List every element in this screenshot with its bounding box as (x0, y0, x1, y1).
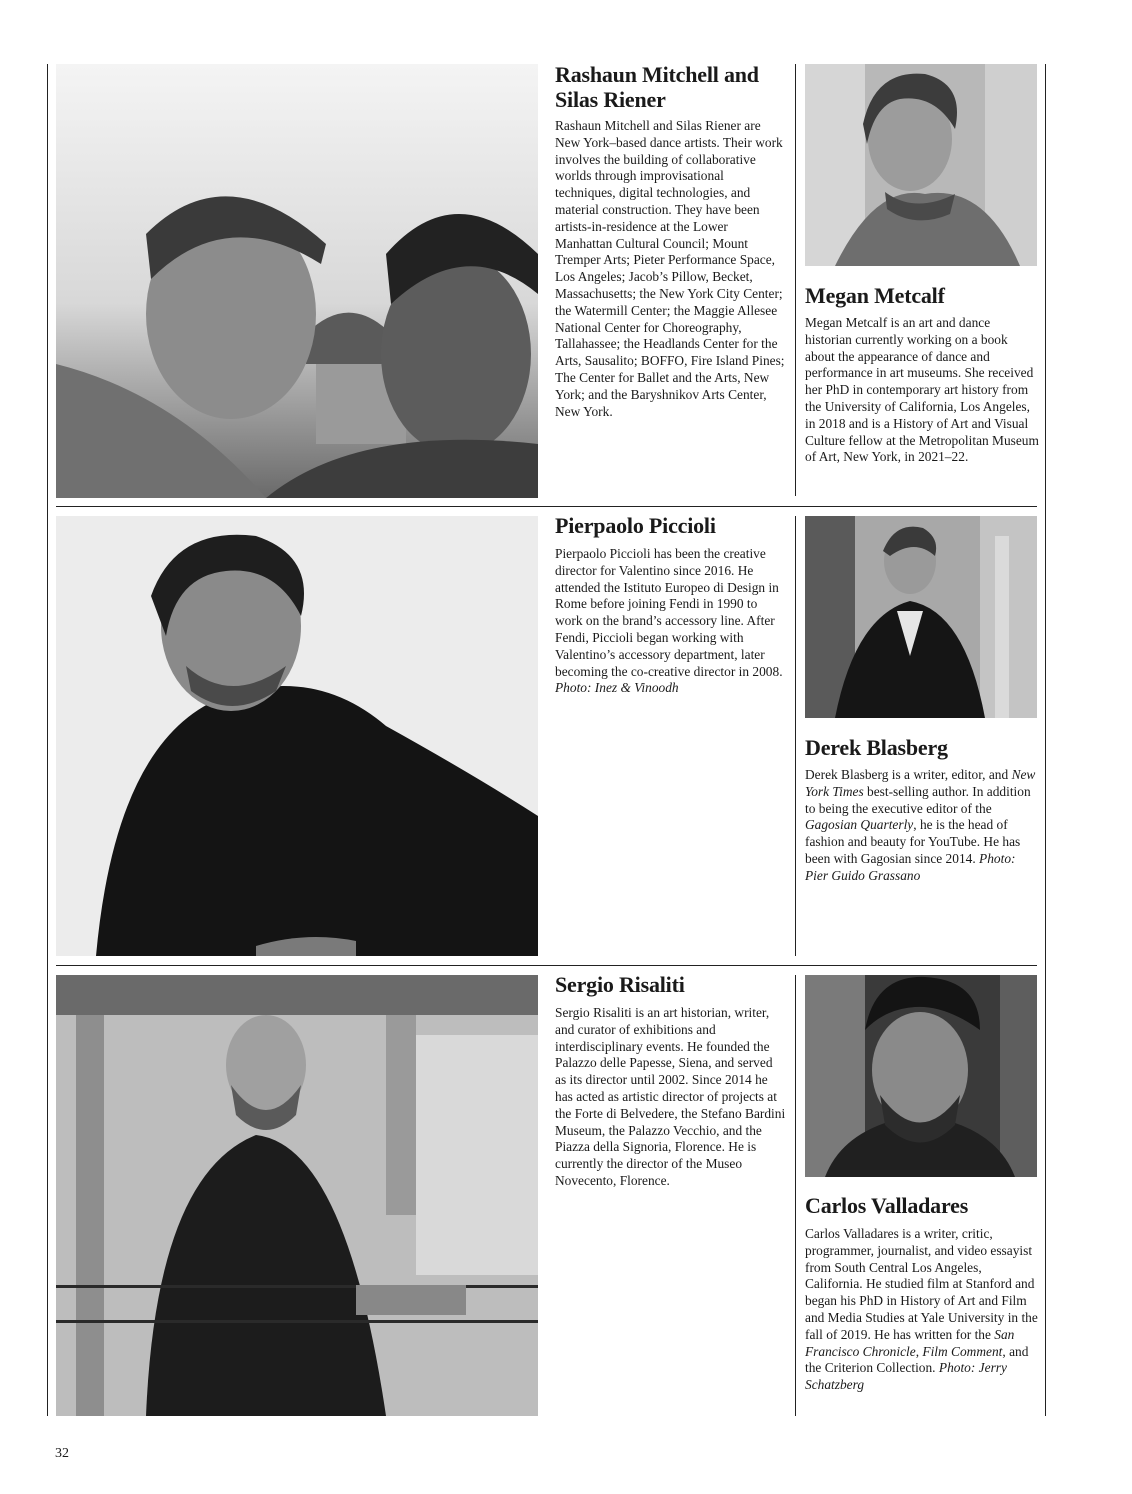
bio-valladares-publication-fc: Film Comment (922, 1343, 1003, 1359)
row-divider-1 (56, 506, 1037, 507)
bio-blasberg-publication-gq: Gagosian Quarterly (805, 817, 914, 833)
photo-piccioli (56, 516, 538, 956)
photo-metcalf (805, 64, 1037, 266)
photo-blasberg (805, 516, 1037, 718)
bio-blasberg (805, 767, 1040, 885)
bio-valladares-text-3: , and the Criterion Collection. (805, 1343, 1029, 1376)
bio-blasberg-text-1: Derek Blasberg is a writer, editor, and (805, 767, 1009, 782)
bio-valladares-publication-sfc: San Francisco Chronicle (805, 1326, 1015, 1359)
name-mitchell-riener: Rashaun Mitchell and Silas Riener (555, 62, 759, 112)
bio-blasberg-text-3: , he is the head of fashion and beauty for YouTube. He has been with Gagosian since 2014. (805, 817, 1021, 866)
row-divider-2 (56, 965, 1037, 966)
middle-column-rule-2 (795, 516, 796, 956)
photo-valladares (805, 975, 1037, 1177)
photo-mitchell-riener (56, 64, 538, 498)
bio-risaliti: Sergio Risaliti is an art historian, writer, and curator of exhibitions and interdisciplinary events. He founded the Palazzo delle Papesse, Siena, and served as its director until 2002. Since 2014 he has acted as artistic director of projects at the Forte di Belvedere, the Stefano Bardini Museum, the Palazzo Vecchio, and the Piazza della Signoria, Florence. He is currently the director of the Museo Novecento, Florence. (555, 1005, 786, 1188)
left-column-rule (47, 64, 48, 1416)
photo-credit-valladares: Photo: Jerry Schatzberg (805, 1360, 1007, 1393)
bio-piccioli (555, 546, 787, 697)
name-blasberg: Derek Blasberg (805, 735, 948, 760)
name-valladares: Carlos Valladares (805, 1193, 969, 1218)
middle-column-rule-1 (795, 64, 796, 496)
bio-mitchell-riener: Rashaun Mitchell and Silas Riener are New York–based dance artists. Their work involves the building of collaborative worlds through improvisational techniques, digital technologies, and material construction. They have been artists-in-residence at the Lower Manhattan Cultural Council; Mount Tremper Arts; Pieter Performance Space, Los Angeles; Jacob’s Pillow, Becket, Massachusetts; the New York City Center; the Watermill Center; the Maggie Allesee National Center for Choreography, Tallahassee; the Headlands Center for the Arts, Sausalito; BOFFO, Fire Island Pines; The Center for Ballet and the Arts, New York; and the Baryshnikov Arts Center, New York. (555, 118, 785, 419)
bio-valladares (805, 1226, 1040, 1394)
photo-credit-piccioli: Photo: Inez & Vinoodh (555, 680, 679, 696)
photo-credit-blasberg: Photo: Pier Guido Grassano (805, 850, 1016, 883)
photo-risaliti (56, 975, 538, 1416)
name-piccioli: Pierpaolo Piccioli (555, 513, 716, 538)
page-number: 32 (55, 1446, 69, 1461)
bio-valladares-text-2: , (915, 1343, 923, 1359)
name-metcalf: Megan Metcalf (805, 283, 945, 308)
bio-blasberg-publication-nyt: New York Times (805, 767, 1036, 799)
bio-piccioli-text: Pierpaolo Piccioli has been the creative director for Valentino since 2016. He attended the Istituto Europeo di Design in Rome before joining Fendi in 1990 to work on the brand’s accessory line. After Fendi, Piccioli began working with Valentino’s accessory department, later becoming the co-creative director in 2008. (555, 546, 783, 679)
bio-blasberg-text-2: best-selling author. In addition to being the executive editor of the (805, 783, 1031, 816)
bio-metcalf: Megan Metcalf is an art and dance historian currently working on a book about the appearance of dance and performance in art museums. She received her PhD in contemporary art history from the University of California, Los Angeles, in 2018 and is a History of Art and Visual Culture fellow at the Metropolitan Museum of Art, New York, in 2021–22. (805, 315, 1039, 465)
name-risaliti: Sergio Risaliti (555, 972, 685, 997)
bio-valladares-text-1: Carlos Valladares is a writer, critic, programmer, journalist, and video essayist from South Central Los Angeles, California. He studied film at Stanford and began his PhD in History of Art and Film and Media Studies at Yale University in the fall of 2019. He has written for the (805, 1226, 1038, 1342)
right-column-rule (1045, 64, 1046, 1416)
middle-column-rule-3 (795, 975, 796, 1416)
